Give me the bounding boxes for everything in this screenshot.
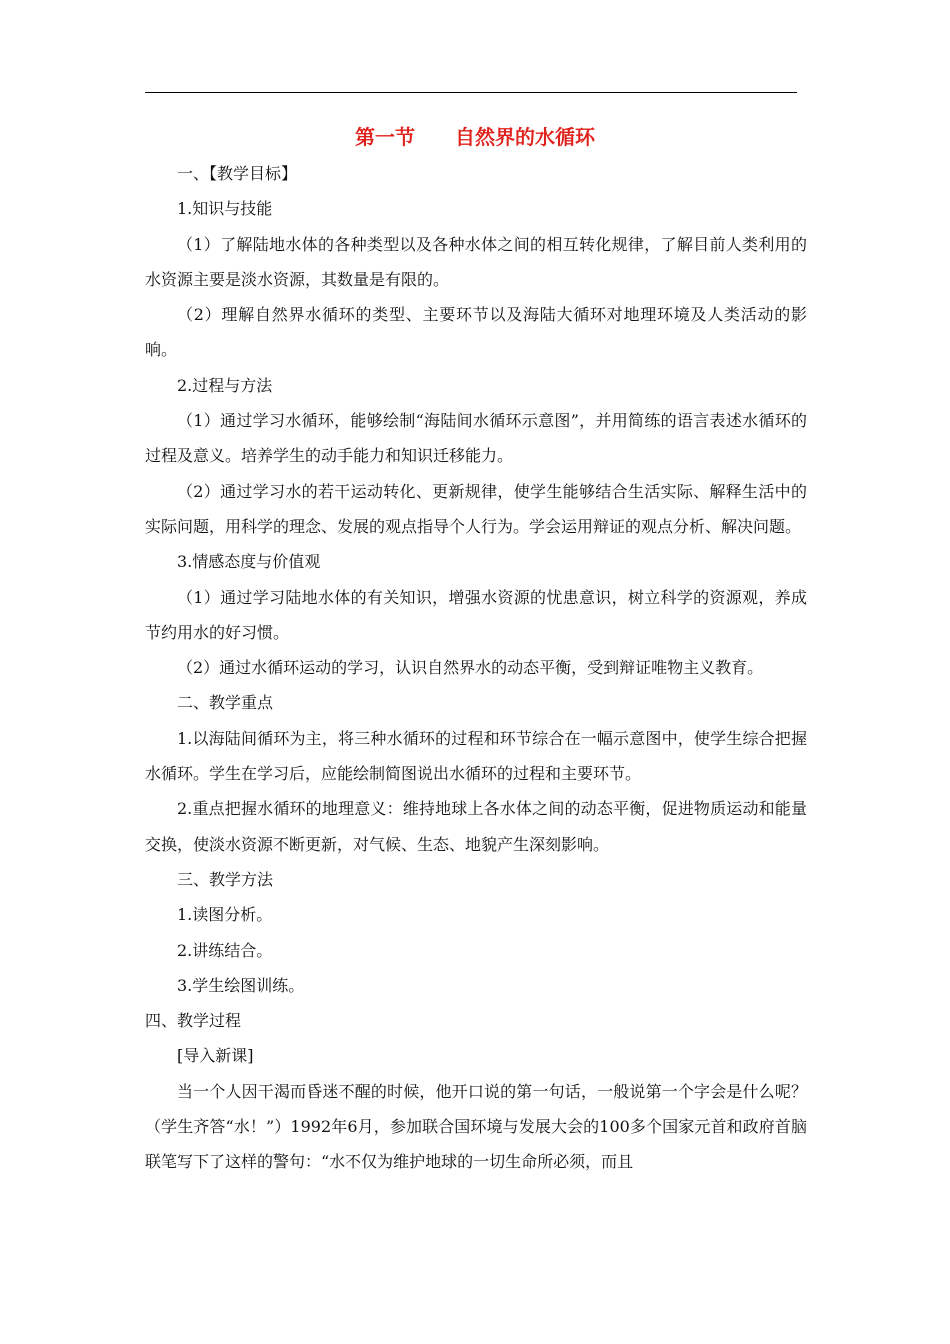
document-body (145, 156, 807, 1180)
subheading-knowledge-skills: 1.知识与技能 (177, 199, 273, 219)
heading-objectives: 一、【教学目标】 (177, 164, 298, 183)
paragraph: （1）了解陆地水体的各种类型以及各种水体之间的相互转化规律，了解目前人类利用的水资源主要是淡水资源，其数量是有限的。 (145, 234, 807, 289)
paragraph: （1）通过学习水循环，能够绘制“海陆间水循环示意图”，并用简练的语言表述水循环的过程及意义。培养学生的动手能力和知识迁移能力。 (145, 411, 807, 466)
list-item: 3.学生绘图训练。 (177, 975, 305, 995)
paragraph: 1.以海陆间循环为主，将三种水循环的过程和环节综合在一幅示意图中，使学生综合把握水循环。学生在学习后，应能绘制简图说出水循环的过程和主要环节。 (145, 728, 807, 784)
subheading-introduction: [导入新课] (177, 1046, 254, 1066)
page-title: 第一节 自然界的水循环 (355, 125, 595, 149)
paragraph: （2）通过学习水的若干运动转化、更新规律，使学生能够结合生活实际、解释生活中的实际问题，用科学的理念、发展的观点指导个人行为。学会运用辩证的观点分析、解决问题。 (145, 481, 807, 536)
heading-key-points: 二、教学重点 (177, 693, 274, 713)
list-item: 2.讲练结合。 (177, 940, 273, 960)
subheading-process-method: 2.过程与方法 (177, 375, 273, 395)
header-rule (145, 92, 797, 93)
paragraph: （1）通过学习陆地水体的有关知识，增强水资源的忧患意识，树立科学的资源观，养成节约用水的好习惯。 (145, 587, 807, 642)
list-item: 1.读图分析。 (177, 905, 273, 925)
paragraph: （2）理解自然界水循环的类型、主要环节以及海陆大循环对地理环境及人类活动的影响。 (145, 305, 807, 360)
paragraph: 当一个人因干渴而昏迷不醒的时候，他开口说的第一句话，一般说第一个字会是什么呢？（学生齐答“水！”）1992年6月，参加联合国环境与发展大会的100多个国家元首和政府首脑联笔写下了这样的警句：“水不仅为维护地球的一切生命所必须，而且 (145, 1081, 807, 1172)
paragraph: （2）通过水循环运动的学习，认识自然界水的动态平衡，受到辩证唯物主义教育。 (177, 658, 764, 678)
paragraph: 2.重点把握水循环的地理意义：维持地球上各水体之间的动态平衡，促进物质运动和能量交换，使淡水资源不断更新，对气候、生态、地貌产生深刻影响。 (145, 799, 807, 854)
subheading-attitude-values: 3.情感态度与价值观 (177, 552, 321, 572)
heading-methods: 三、教学方法 (177, 869, 274, 889)
heading-process: 四、教学过程 (145, 1011, 242, 1031)
